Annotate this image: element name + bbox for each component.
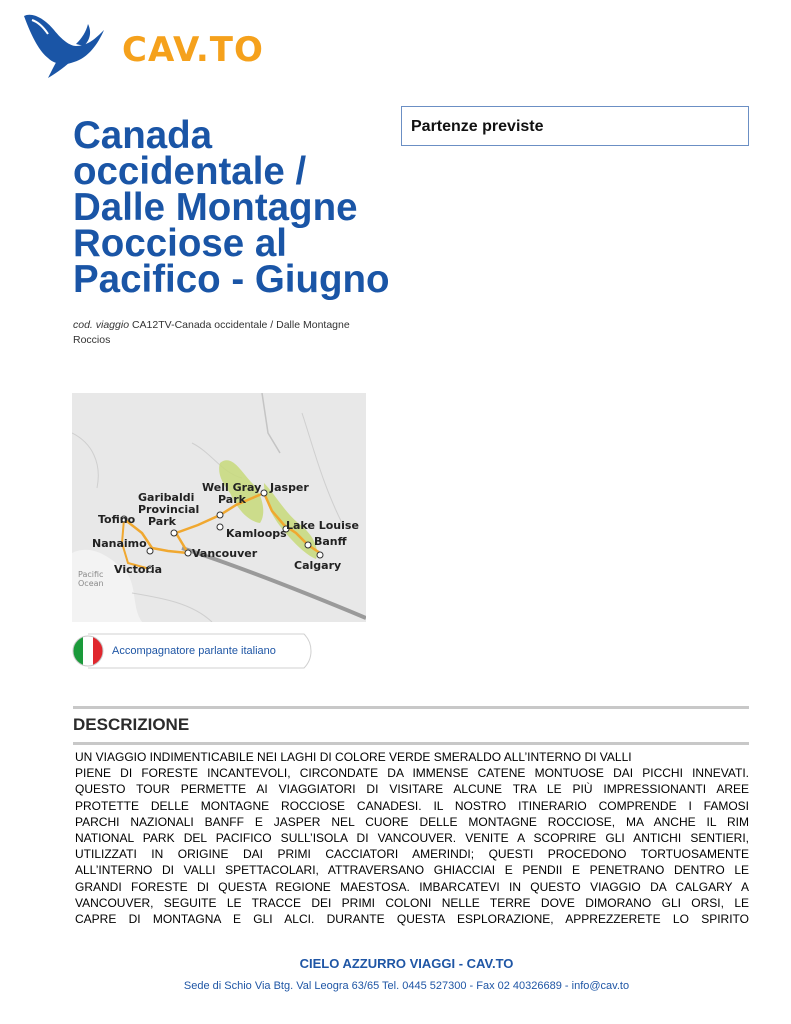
title-line: Canada xyxy=(73,114,213,157)
description-line: UN VIAGGIO INDIMENTICABILE NEI LAGHI DI COLORE VERDE SMERALDO ALL’INTERNO DI VALLI xyxy=(75,750,632,764)
title-line: Rocciose al xyxy=(73,222,287,265)
title-line: Pacifico - Giugno xyxy=(73,258,390,301)
departures-box xyxy=(401,106,749,146)
trip-code-value: CA12TV-Canada occidentale / Dalle Montagne Roccios xyxy=(73,319,350,346)
footer-address: Sede di Schio Via Btg. Val Leogra 63/65 Tel. 0445 527300 - Fax 02 40326689 - info@cav.to xyxy=(183,980,630,992)
description-line: CAPRE DI MONTAGNA E GLI ALCI. DURANTE QUESTA ESPLORAZIONE, APPREZZERETE LO SPIRITO xyxy=(75,912,749,927)
italian-guide-badge xyxy=(72,633,312,669)
map-label: Victoria xyxy=(114,563,163,576)
brand-name: CAV.TO xyxy=(122,30,264,70)
description-line: PIENE DI FORESTE INCANTEVOLI, CIRCONDATE DA IMMENSE CATENE MONTUOSE DAI PICCHI INNEVATI. xyxy=(75,766,749,781)
map-label: Pacific xyxy=(78,570,104,579)
page-title xyxy=(73,114,393,301)
title-line: Dalle Montagne xyxy=(73,186,358,229)
trip-code-label: cod. viaggio xyxy=(73,319,130,331)
map-label: Provincial xyxy=(138,503,200,516)
map-label: Ocean xyxy=(78,579,104,588)
map-label: Jasper xyxy=(270,481,309,494)
description-line: PARCHI NAZIONALI BANFF E JASPER NEL CUORE DELLE MONTAGNE ROCCIOSE, MA ANCHE IL RIM xyxy=(75,814,749,829)
section-divider xyxy=(73,706,749,709)
description-line: ALL’INTERNO DI VALLI SPETTACOLARI, ATTRAVERSANO GHIACCIAI E PENDII E PENETRANO DENTRO LE xyxy=(75,863,749,878)
map-label: Tofino xyxy=(98,513,136,526)
departures-title: Partenze previste xyxy=(411,118,544,135)
map-label: Kamloops xyxy=(226,527,287,540)
description-line: UTILIZZATI IN ORIGINE DAI PRIMI CACCIATORI AMERINDI; QUESTI PROCEDONO TORTUOSAMENTE xyxy=(75,847,749,862)
map-label: Nanaimo xyxy=(92,537,147,550)
trip-code xyxy=(73,318,373,348)
map-label: Garibaldi xyxy=(138,491,195,504)
map-label: Lake Louise xyxy=(286,519,359,532)
map-label: Well Gray xyxy=(202,481,262,494)
map-label: Park xyxy=(218,493,246,506)
footer-company: CIELO AZZURRO VIAGGI - CAV.TO xyxy=(299,956,514,971)
map-label: Banff xyxy=(314,535,347,548)
map-label: Vancouver xyxy=(192,547,258,560)
bird-logo-icon xyxy=(18,8,118,80)
map-label: Calgary xyxy=(294,559,342,572)
itinerary-map xyxy=(72,393,366,622)
section-divider xyxy=(73,742,749,745)
brand-logo xyxy=(18,8,268,80)
guide-text: Accompagnatore parlante italiano xyxy=(112,645,276,657)
description-text xyxy=(75,749,749,927)
route-map-icon xyxy=(72,393,366,622)
map-label: Park xyxy=(148,515,176,528)
description-line: GRANDI FORESTE DI QUESTA REGIONE MAESTOSA. IMBARCATEVI IN QUESTO VIAGGIO DA CALGARY A xyxy=(75,879,749,894)
description-line: PROTETTE DELLE MONTAGNE ROCCIOSE CANADESI. IL NOSTRO ITINERARIO COMPRENDE I FAMOSI xyxy=(75,798,749,813)
title-line: occidentale / xyxy=(73,150,307,193)
description-heading: DESCRIZIONE xyxy=(73,715,190,734)
description-line: QUESTO TOUR PERMETTE AI VIAGGIATORI DI VISITARE ALCUNE TRA LE PIÙ IMPRESSIONANTI AREE xyxy=(75,782,749,797)
description-line: NATIONAL PARK DEL PACIFICO SULL’ISOLA DI VANCOUVER. VENITE A SCOPRIRE GLI ANTICHI SENTIERI, xyxy=(75,831,749,846)
description-line: VANCOUVER, SEGUITE LE TRACCE DEI PRIMI COLONI NELLE TERRE DOVE DIMORANO GLI ORSI, LE xyxy=(75,895,749,910)
